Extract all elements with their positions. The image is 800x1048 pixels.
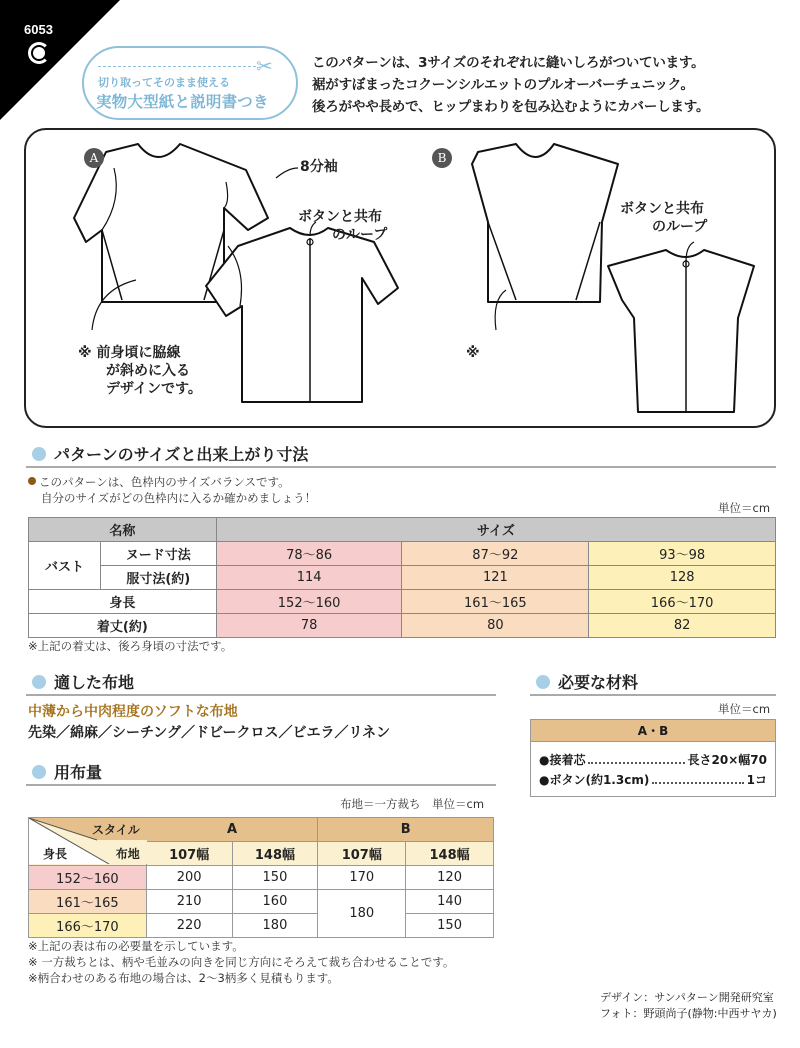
size-note: [28, 474, 316, 506]
height-cell: 166〜170: [29, 914, 147, 938]
fabric-list: 先染／綿麻／シーチング／ドビークロス／ビエラ／リネン: [28, 725, 391, 741]
bullet-icon: [28, 477, 36, 485]
loop-label-a-2: のループ: [332, 227, 388, 243]
design-credit: デザイン：サンパターン開発研究室: [600, 991, 774, 1004]
cell: 78〜86: [216, 542, 402, 566]
materials-unit: 単位＝cm: [718, 702, 771, 716]
size-table: [28, 517, 776, 638]
yardage-unit: 布地＝一方裁ち 単位＝cm: [340, 797, 485, 811]
cell-merged: 180: [318, 890, 406, 938]
yardage-table: [28, 817, 494, 938]
design-note-1: ※ 前身頃に脇線: [78, 345, 181, 361]
cell: 80: [402, 614, 589, 638]
section-title: 必要な材料: [558, 673, 639, 692]
cell: 140: [406, 890, 494, 914]
cell: 220: [146, 914, 232, 938]
intro-text: [312, 52, 792, 118]
intro-line: このパターンは、3サイズのそれぞれに縫いしろがついています。: [312, 55, 705, 71]
section-dot-icon: [32, 765, 46, 779]
style-b-back-drawing: [608, 250, 754, 412]
material-item: [539, 750, 767, 770]
material-value: 長さ20×幅70: [687, 753, 767, 767]
section-dot-icon: [536, 675, 550, 689]
cell: 210: [146, 890, 232, 914]
pattern-included-pill: [82, 46, 298, 120]
style-b-badge: B: [432, 148, 452, 168]
cell: 160: [232, 890, 318, 914]
material-name: ●接着芯: [539, 753, 586, 767]
photo-credit: フォト：野頭尚子(静物:中西サヤカ): [600, 1007, 777, 1020]
section-title: 用布量: [54, 763, 103, 782]
section-dot-icon: [32, 447, 46, 461]
size-note-1: このパターンは、色枠内のサイズバランスです。: [39, 475, 290, 489]
cell: 120: [406, 866, 494, 890]
corner-style-label: スタイル: [91, 823, 140, 837]
material-item: [539, 770, 767, 790]
style-b-header: B: [318, 818, 494, 842]
height-cell: 161〜165: [29, 890, 147, 914]
row-label: 着丈(約): [29, 614, 217, 638]
pattern-number: 6053: [24, 22, 53, 37]
footnote: ※柄合わせのある布地の場合は、2〜3柄多く見積もります。: [28, 971, 339, 985]
section-title: 適した布地: [54, 673, 135, 692]
row-label: 服寸法(約): [100, 566, 216, 590]
style-a-header: A: [146, 818, 318, 842]
corner-cell: [29, 818, 147, 866]
table-row: [29, 866, 494, 890]
table-header-row: [29, 818, 494, 842]
size-unit: 単位＝cm: [718, 501, 771, 515]
scissors-icon: ✂: [256, 54, 273, 78]
design-note-3: デザインです。: [106, 381, 202, 397]
material-value: 1コ: [746, 773, 767, 787]
cell: 82: [589, 614, 776, 638]
cell: 87〜92: [402, 542, 589, 566]
illustration-panel: [24, 128, 776, 428]
cell: 93〜98: [589, 542, 776, 566]
table-row: [29, 542, 776, 566]
pill-subtitle: 切り取ってそのまま使える: [98, 76, 230, 89]
table-row: [29, 590, 776, 614]
fabric-highlight: 中薄から中肉程度のソフトな布地: [28, 704, 238, 720]
material-name: ●ボタン(約1.3cm): [539, 773, 650, 787]
size-note-2: 自分のサイズがどの色枠内に入るか確かめましょう！: [41, 491, 317, 505]
cell: 78: [216, 614, 402, 638]
cell: 150: [406, 914, 494, 938]
materials-box: [530, 719, 776, 797]
dot-leader: [652, 770, 743, 784]
cell: 121: [402, 566, 589, 590]
loop-label-b-2: のループ: [652, 219, 708, 235]
loop-label-b-1: ボタンと共布: [620, 201, 704, 217]
cell: 200: [146, 866, 232, 890]
table-row: [29, 914, 494, 938]
pill-title: 実物大型紙と説明書つき: [96, 93, 269, 111]
materials-header: A・B: [531, 720, 775, 742]
materials-section-header: [530, 668, 776, 696]
note-mark-b: ※: [466, 345, 480, 361]
cell: 128: [589, 566, 776, 590]
cell: 152〜160: [216, 590, 402, 614]
width-header: 107幅: [146, 842, 232, 866]
corner-fabric-label: 布地: [115, 847, 140, 861]
cell: 180: [232, 914, 318, 938]
intro-line: 後ろがやや長めで、ヒップまわりを包み込むようにカバーします。: [312, 99, 710, 115]
height-cell: 152〜160: [29, 866, 147, 890]
footnote: ※ 一方裁ちとは、柄や毛並みの向きを同じ方向にそろえて裁ち合わせることです。: [28, 955, 455, 969]
row-label: 身長: [29, 590, 217, 614]
table-row: [29, 566, 776, 590]
footnote: ※上記の表は布の必要量を示しています。: [28, 939, 244, 953]
width-header: 148幅: [232, 842, 318, 866]
style-a-back-drawing: [206, 228, 398, 402]
section-dot-icon: [32, 675, 46, 689]
style-b-front-drawing: [472, 144, 618, 302]
size-section-header: [26, 440, 776, 468]
size-footnote: ※上記の着丈は、後ろ身頃の寸法です。: [28, 639, 233, 653]
design-note-2: が斜めに入る: [106, 363, 190, 379]
cell: 161〜165: [402, 590, 589, 614]
header-size: サイズ: [216, 518, 775, 542]
corner-height-label: 身長: [43, 847, 68, 861]
section-title: パターンのサイズと出来上がり寸法: [54, 445, 309, 464]
style-a-badge: A: [84, 148, 104, 168]
cell: 170: [318, 866, 406, 890]
table-row: [29, 890, 494, 914]
yardage-footnotes: [28, 938, 454, 986]
width-header: 107幅: [318, 842, 406, 866]
sleeve-label: 8分袖: [300, 159, 338, 175]
table-row: [29, 614, 776, 638]
brand-logo-dot: [33, 47, 45, 59]
cut-line: [98, 66, 256, 67]
loop-label-a-1: ボタンと共布: [298, 209, 382, 225]
table-header-row: [29, 518, 776, 542]
header-name: 名称: [29, 518, 217, 542]
cell: 114: [216, 566, 402, 590]
intro-line: 裾がすぼまったコクーンシルエットのプルオーバーチュニック。: [312, 77, 694, 93]
cell: 150: [232, 866, 318, 890]
fabric-section-header: [26, 668, 496, 696]
cell: 166〜170: [589, 590, 776, 614]
yardage-section-header: [26, 758, 496, 786]
dot-leader: [588, 750, 684, 764]
bust-label: バスト: [29, 542, 101, 590]
width-header: 148幅: [406, 842, 494, 866]
row-label: ヌード寸法: [100, 542, 216, 566]
credits: [600, 990, 777, 1022]
